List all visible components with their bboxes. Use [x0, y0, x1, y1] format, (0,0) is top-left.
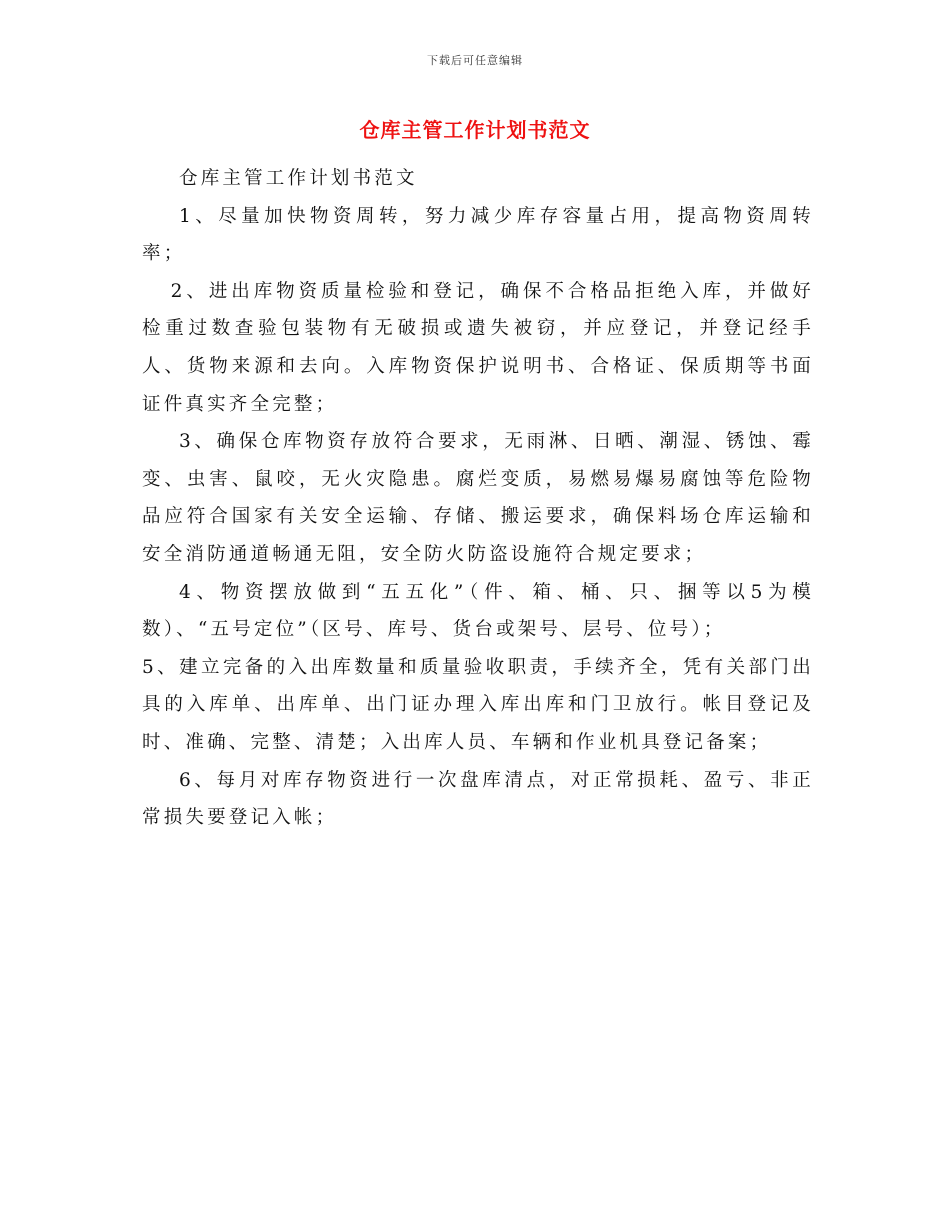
item-2-paragraph: 2、进出库物资质量检验和登记，确保不合格品拒绝入库，并做好检重过数查验包装物有无破损或遗失被窃，并应登记，并登记经手人、货物来源和去向。入库物资保护说明书、合格证、保质期等书面证件真实齐全完整； — [142, 280, 814, 415]
item-4-paragraph: 4、物资摆放做到“五五化”（件、箱、桶、只、捆等以5为模数）、“五号定位”（区号、库号、货台或架号、层号、位号）； — [142, 581, 814, 641]
item-3-paragraph: 3、确保仓库物资存放符合要求，无雨淋、日晒、潮湿、锈蚀、霉变、虫害、鼠咬，无火灾隐患。腐烂变质，易燃易爆易腐蚀等危险物品应符合国家有关安全运输、存储、搬运要求，确保料场仓库运输和安全消防通道畅通无阻，安全防火防盗设施符合规定要求； — [142, 431, 814, 565]
document-body — [142, 160, 814, 837]
item-1-paragraph: 1、尽量加快物资周转，努力减少库存容量占用，提高物资周转率； — [142, 205, 814, 265]
item-5-paragraph: 5、建立完备的入出库数量和质量验收职责，手续齐全，凭有关部门出具的入库单、出库单、出门证办理入库出库和门卫放行。帐目登记及时、准确、完整、清楚；入出库人员、车辆和作业机具登记备案； — [142, 656, 814, 753]
item-6-paragraph: 6、每月对库存物资进行一次盘库清点，对正常损耗、盈亏、非正常损失要登记入帐； — [142, 769, 814, 829]
subtitle-paragraph: 仓库主管工作计划书范文 — [179, 168, 418, 189]
document-title: 仓库主管工作计划书范文 — [359, 118, 591, 142]
header-note: 下载后可任意编辑 — [427, 54, 523, 67]
